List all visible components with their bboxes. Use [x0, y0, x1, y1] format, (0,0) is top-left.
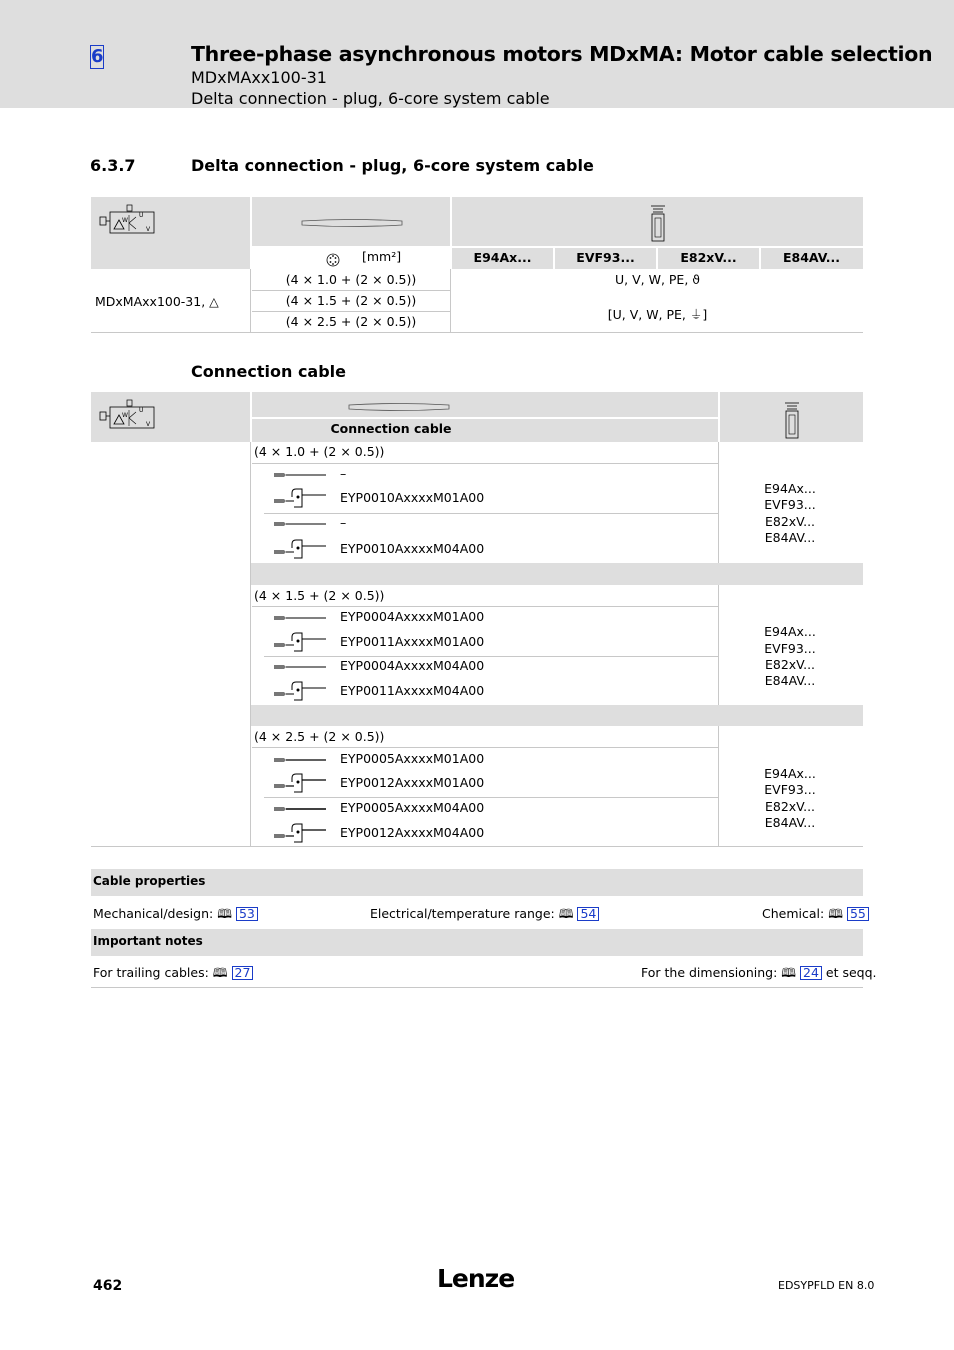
page-number: 462 [93, 1278, 123, 1294]
group3-controller: E84AV... [764, 815, 816, 830]
svg-text:U: U [139, 407, 144, 414]
plain-cable-end-icon [274, 662, 328, 672]
chemical-page-link[interactable]: 55 [847, 907, 869, 921]
controller-icon [784, 401, 800, 439]
page-subtitle-1: MDxMAxx100-31 [191, 68, 327, 87]
lenze-logo: Lenze [437, 1264, 515, 1293]
group1-row3: – [340, 515, 347, 530]
plain-cable-end-icon [274, 804, 328, 814]
controller-col-4: E84AV... [782, 250, 841, 265]
plug-cable-end-icon [274, 487, 328, 511]
dimensioning-ref: For the dimensioning: 🕮 24 et seqq. [641, 965, 877, 980]
group2-row3: EYP0004AxxxxM04A00 [340, 658, 485, 673]
controller-col-2: EVF93... [576, 250, 635, 265]
book-icon: 🕮 [558, 906, 574, 921]
cross-section-2: (4 × 1.5 + (2 × 0.5)) [285, 293, 417, 308]
section-title: Delta connection - plug, 6-core system cable [191, 156, 594, 175]
group2-controller: EVF93... [764, 641, 816, 656]
book-icon: 🕮 [781, 965, 797, 980]
notes-heading: Important notes [93, 934, 203, 948]
plain-cable-end-icon [274, 755, 328, 765]
group1-controller: E82xV... [764, 514, 816, 529]
unit-label: [mm²] [362, 249, 402, 264]
page-subtitle-2: Delta connection - plug, 6-core system cable [191, 89, 550, 108]
dimensioning-page-link[interactable]: 24 [800, 966, 822, 980]
group2-controller: E82xV... [764, 657, 816, 672]
group1-row4: EYP0010AxxxxM04A00 [340, 541, 485, 556]
cross-section-1: (4 × 1.0 + (2 × 0.5)) [285, 272, 417, 287]
group3-row3: EYP0005AxxxxM04A00 [340, 800, 485, 815]
connection-cable-heading: Connection cable [191, 362, 347, 381]
group2-controller: E84AV... [764, 673, 816, 688]
controller-icon [650, 204, 666, 242]
plug-cable-end-icon [274, 538, 328, 562]
plain-cable-end-icon [274, 519, 328, 529]
group-separator-1 [251, 563, 863, 585]
mechanical-ref: Mechanical/design: 🕮 53 [93, 906, 258, 922]
group3-row2: EYP0012AxxxxM01A00 [340, 775, 485, 790]
mechanical-page-link[interactable]: 53 [236, 907, 258, 921]
group1-controller: E94Ax... [764, 481, 816, 496]
plug-cable-end-icon [274, 772, 328, 796]
group3-row4: EYP0012AxxxxM04A00 [340, 825, 485, 840]
controller-col-1: E94Ax... [473, 250, 532, 265]
chemical-ref: Chemical: 🕮 55 [762, 906, 869, 922]
group3-controller: EVF93... [764, 782, 816, 797]
group2-row1: EYP0004AxxxxM01A00 [340, 609, 485, 624]
assignment-2: [U, V, W, PE, ⏚] [607, 307, 708, 322]
group3-row1: EYP0005AxxxxM01A00 [340, 751, 485, 766]
group2-cross-section: (4 × 1.5 + (2 × 0.5)) [254, 588, 385, 603]
group1-row1: – [340, 466, 347, 481]
group1-controller: EVF93... [764, 497, 816, 512]
group2-controller: E94Ax... [764, 624, 816, 639]
svg-text:V: V [146, 421, 151, 428]
book-icon: 🕮 [217, 906, 232, 921]
connector-pins-icon [326, 253, 340, 267]
electrical-ref: Electrical/temperature range: 🕮 54 [370, 906, 599, 922]
group2-row4: EYP0011AxxxxM04A00 [340, 683, 485, 698]
svg-text:V: V [146, 226, 151, 233]
trailing-ref: For trailing cables: 🕮 27 [93, 965, 253, 981]
plug-cable-end-icon [274, 680, 328, 704]
chapter-number[interactable]: 6 [91, 46, 104, 67]
motor-delta-icon [100, 400, 156, 430]
section-number: 6.3.7 [90, 156, 136, 175]
group3-controller: E82xV... [764, 799, 816, 814]
assignment-1: U, V, W, PE, ϑ [614, 272, 701, 287]
motor-label: MDxMAxx100-31, △ [95, 294, 219, 309]
cable-icon [349, 403, 449, 411]
electrical-page-link[interactable]: 54 [577, 907, 599, 921]
svg-text:U: U [139, 212, 144, 219]
group-separator-2 [251, 705, 863, 726]
properties-heading: Cable properties [93, 874, 206, 888]
plug-cable-end-icon [274, 631, 328, 655]
motor-delta-icon [100, 205, 156, 235]
properties-heading-bg [91, 869, 863, 896]
group3-controller: E94Ax... [764, 766, 816, 781]
svg-text:W: W [122, 217, 128, 224]
connection-cable-column-label: Connection cable [330, 421, 452, 436]
plain-cable-end-icon [274, 470, 328, 480]
cable-icon [302, 219, 402, 227]
trailing-page-link[interactable]: 27 [232, 966, 254, 980]
group1-controller: E84AV... [764, 530, 816, 545]
document-id: EDSYPFLD EN 8.0 [778, 1279, 875, 1292]
group1-row2: EYP0010AxxxxM01A00 [340, 490, 485, 505]
controller-col-3: E82xV... [680, 250, 737, 265]
plug-cable-end-icon [274, 822, 328, 846]
svg-text:W: W [122, 412, 128, 419]
group1-cross-section: (4 × 1.0 + (2 × 0.5)) [254, 444, 385, 459]
table1-unit-cell [252, 247, 450, 269]
group3-cross-section: (4 × 2.5 + (2 × 0.5)) [254, 729, 385, 744]
cross-section-3: (4 × 2.5 + (2 × 0.5)) [285, 314, 417, 329]
book-icon: 🕮 [212, 965, 228, 980]
notes-heading-bg [91, 929, 863, 956]
plain-cable-end-icon [274, 613, 328, 623]
book-icon: 🕮 [828, 906, 843, 921]
group2-row2: EYP0011AxxxxM01A00 [340, 634, 485, 649]
page-title: Three-phase asynchronous motors MDxMA: Motor cable selection [191, 42, 933, 66]
